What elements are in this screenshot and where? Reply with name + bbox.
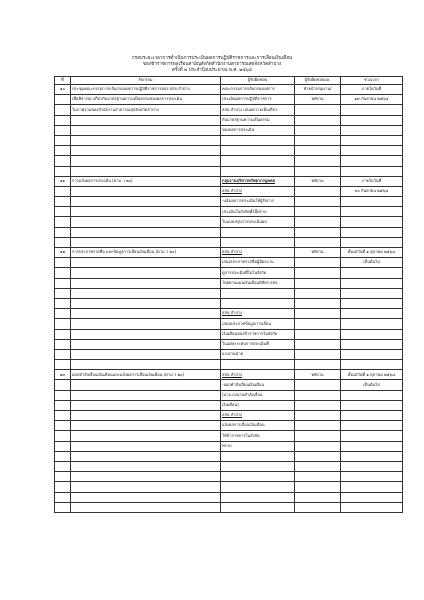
cell-period — [341, 461, 403, 471]
table-row — [55, 431, 403, 441]
cell-activity — [71, 431, 221, 441]
cell-responsible — [221, 146, 295, 156]
cell-period — [341, 237, 403, 247]
cell-number — [55, 237, 71, 247]
cell-period: ๑๙ กันยายน ๒๕๖๔ — [341, 95, 403, 105]
cell-result-owner — [295, 380, 341, 390]
cell-number — [55, 451, 71, 461]
cell-period — [341, 472, 403, 482]
cell-number — [55, 492, 71, 502]
document-subtitle: ของข้าราชการพลเรือนสามัญสังกัดสำนักงานสาธารณสุขจังหวัดลำปาง — [142, 62, 282, 67]
cell-period — [341, 431, 403, 441]
cell-responsible: โดยผ่านแผนเงินเดือนอิสิทร สสจ. — [221, 278, 295, 288]
table-row — [55, 268, 403, 278]
cell-result-owner — [295, 441, 341, 451]
table-row — [55, 370, 403, 380]
table-row — [55, 146, 403, 156]
cell-responsible — [221, 482, 295, 492]
cell-number — [55, 197, 71, 207]
cell-period — [341, 441, 403, 451]
cell-activity — [71, 278, 221, 288]
cell-period: ภายในวันที่ — [341, 176, 403, 186]
cell-result-owner — [295, 482, 341, 492]
cell-period — [341, 451, 403, 461]
cell-activity — [71, 288, 221, 298]
cell-period — [341, 166, 403, 176]
cell-period — [341, 390, 403, 400]
cell-activity — [71, 237, 221, 247]
cell-responsible: คณะกรรมการกลั่นกรองผลการ — [221, 85, 295, 95]
cell-responsible-text: สสจ.ลำปาง — [222, 310, 242, 316]
cell-responsible: กับมาตรฐานความเป็นธรรม — [221, 115, 295, 125]
cell-responsible: ประเมินในสังกัดทั้งนี้ทราบ — [221, 207, 295, 217]
table-row — [55, 217, 403, 227]
cell-responsible — [221, 156, 295, 166]
cell-period — [341, 268, 403, 278]
cell-activity — [71, 339, 221, 349]
cell-period — [341, 411, 403, 421]
cell-number — [55, 421, 71, 431]
cell-responsible — [221, 370, 295, 380]
table-row — [55, 298, 403, 308]
table-row — [55, 105, 403, 115]
table-row — [55, 125, 403, 135]
cell-responsible — [221, 176, 295, 186]
cell-number — [55, 115, 71, 125]
cell-number — [55, 95, 71, 105]
cell-responsible: ทราบ — [221, 441, 295, 451]
cell-responsible: แรงงานชาย — [221, 349, 295, 359]
cell-activity: เพื่อพิจารณาเกี่ยวกับมาตรฐานความเป็นธรรมของผลการประเมิน — [71, 95, 221, 105]
cell-number — [55, 298, 71, 308]
cell-number — [55, 207, 71, 217]
cell-result-owner — [295, 217, 341, 227]
cell-responsible: สสจ.ลำปาง เสนอความเห็นเกี่ยว — [221, 105, 295, 115]
cell-responsible: ประเมินผลการปฏิบัติราชการ — [221, 95, 295, 105]
cell-activity — [71, 329, 221, 339]
cell-period: เป็นต้นไป — [341, 258, 403, 268]
cell-responsible: ให้ข้าราชการในสังกัด — [221, 431, 295, 441]
cell-number — [55, 482, 71, 492]
table-row — [55, 227, 403, 237]
cell-period — [341, 135, 403, 145]
col-header-activity: กิจกรรม — [71, 77, 221, 85]
cell-responsible — [221, 227, 295, 237]
cell-result-owner — [295, 502, 341, 512]
cell-period — [341, 207, 403, 217]
table-row — [55, 288, 403, 298]
cell-result-owner: ทพังาน — [295, 95, 341, 105]
cell-responsible — [221, 502, 295, 512]
table-row — [55, 156, 403, 166]
cell-result-owner: ทพังาน — [295, 370, 341, 380]
cell-activity — [71, 135, 221, 145]
cell-responsible-text: สสจ.ลำปาง — [222, 188, 242, 194]
cell-number — [55, 319, 71, 329]
cell-period — [341, 482, 403, 492]
table-row — [55, 197, 403, 207]
cell-result-owner: หัวหน้ากลุ่มงาน/ — [295, 85, 341, 95]
cell-responsible — [221, 237, 295, 247]
cell-responsible: เสนอประกาศรายชื่อผู้มีผลงาน — [221, 258, 295, 268]
cell-responsible — [221, 411, 295, 421]
cell-responsible-text: กลุ่มงานบริหารทรัพยากรบุคคล — [222, 177, 276, 183]
cell-responsible — [221, 248, 295, 258]
cell-number — [55, 135, 71, 145]
cell-period — [341, 400, 403, 410]
cell-number — [55, 411, 71, 421]
cell-number — [55, 349, 71, 359]
cell-number — [55, 288, 71, 298]
cell-activity — [71, 390, 221, 400]
cell-number — [55, 431, 71, 441]
col-header-result-owner: ผู้รับผิดชอบผล. — [295, 77, 341, 85]
cell-number: ๑๒ — [55, 248, 71, 258]
table-row — [55, 176, 403, 186]
cell-activity — [71, 360, 221, 370]
cell-number — [55, 268, 71, 278]
cell-number — [55, 156, 71, 166]
cell-period — [341, 502, 403, 512]
cell-responsible — [221, 360, 295, 370]
cell-number — [55, 166, 71, 176]
cell-activity — [71, 156, 221, 166]
cell-activity — [71, 492, 221, 502]
cell-responsible — [221, 492, 295, 502]
cell-result-owner: ทพังาน — [295, 176, 341, 186]
cell-responsible: ของผลการประเมิน — [221, 125, 295, 135]
cell-responsible: (มวล.ลงนามคำสั่งเลื่อน — [221, 390, 295, 400]
cell-responsible — [221, 298, 295, 308]
cell-period — [341, 298, 403, 308]
table-row — [55, 95, 403, 105]
cell-period — [341, 421, 403, 431]
cell-result-owner — [295, 451, 341, 461]
cell-responsible — [221, 309, 295, 319]
cell-responsible — [221, 472, 295, 482]
cell-number — [55, 441, 71, 451]
cell-number — [55, 146, 71, 156]
cell-period — [341, 146, 403, 156]
cell-responsible: เงินเดือน) — [221, 400, 295, 410]
table-row — [55, 421, 403, 431]
cell-activity — [71, 349, 221, 359]
cell-result-owner — [295, 258, 341, 268]
cell-activity: การแจ้งผลการประเมิน (ตาม ว ๒๐) — [71, 176, 221, 186]
table-row — [55, 390, 403, 400]
table-row — [55, 411, 403, 421]
cell-responsible-text: สสจ.ลำปาง — [222, 249, 242, 255]
cell-result-owner — [295, 339, 341, 349]
cell-responsible: แจ้งผลการเลื่อนเงินเดือน — [221, 421, 295, 431]
table-row — [55, 207, 403, 217]
cell-number — [55, 258, 71, 268]
document-title: กรอบระยะเวลาการดำเนินการประเมินผลการปฏิบัติราชการและการเลื่อนเงินเดือน — [131, 56, 293, 61]
cell-activity: ในภาพรวมของสำนักงานสาธารณสุขจังหวัดลำปาง — [71, 105, 221, 115]
cell-activity — [71, 472, 221, 482]
cell-result-owner — [295, 309, 341, 319]
table-row — [55, 400, 403, 410]
cell-activity — [71, 258, 221, 268]
cell-period — [341, 288, 403, 298]
document-period: ครั้งที่ ๒ ประจำปีงบประมาณ พ.ศ. ๒๕๖๔ — [171, 68, 253, 73]
cell-number — [55, 390, 71, 400]
cell-responsible — [221, 288, 295, 298]
cell-result-owner — [295, 166, 341, 176]
cell-number — [55, 502, 71, 512]
cell-period — [341, 319, 403, 329]
cell-period — [341, 278, 403, 288]
cell-responsible — [221, 135, 295, 145]
cell-period — [341, 217, 403, 227]
cell-result-owner — [295, 135, 341, 145]
cell-activity — [71, 268, 221, 278]
cell-number — [55, 105, 71, 115]
cell-period — [341, 309, 403, 319]
cell-number — [55, 186, 71, 196]
cell-result-owner — [295, 349, 341, 359]
table-row — [55, 472, 403, 482]
table-row — [55, 166, 403, 176]
cell-activity — [71, 421, 221, 431]
cell-activity — [71, 400, 221, 410]
cell-result-owner — [295, 461, 341, 471]
cell-number — [55, 278, 71, 288]
cell-period: เป็นต้นไป — [341, 380, 403, 390]
table-row — [55, 135, 403, 145]
cell-activity — [71, 482, 221, 492]
table-row — [55, 319, 403, 329]
table-row — [55, 360, 403, 370]
table-body — [55, 85, 403, 513]
col-header-period: ช่วงเวลา — [341, 77, 403, 85]
cell-result-owner — [295, 288, 341, 298]
cell-result-owner — [295, 319, 341, 329]
cell-activity: ประชุมคณะกรรมการกลั่นกรองผลการปฏิบัติราชการของ สสจ.ลำปาง — [71, 85, 221, 95]
cell-result-owner: ทพังาน — [295, 248, 341, 258]
cell-activity — [71, 125, 221, 135]
cell-activity — [71, 298, 221, 308]
cell-activity: การประกาศรายชื่อ และข้อมูลการเลื่อนเงินเดือน (ตาม ว ๒๐) — [71, 248, 221, 258]
table-row — [55, 349, 403, 359]
table-row — [55, 492, 403, 502]
cell-responsible — [221, 166, 295, 176]
cell-number: ๑๐ — [55, 85, 71, 95]
cell-result-owner — [295, 146, 341, 156]
cell-period — [341, 349, 403, 359]
cell-number — [55, 461, 71, 471]
cell-period — [341, 115, 403, 125]
cell-period: ภายในวันที่ — [341, 85, 403, 95]
cell-number: ๑๓ — [55, 370, 71, 380]
cell-result-owner — [295, 237, 341, 247]
col-header-responsible: ผู้รับผิดชอบ — [221, 77, 295, 85]
cell-period — [341, 339, 403, 349]
cell-number — [55, 472, 71, 482]
cell-number — [55, 339, 71, 349]
table-row — [55, 441, 403, 451]
cell-responsible — [221, 451, 295, 461]
cell-result-owner — [295, 400, 341, 410]
cell-number: ๑๑ — [55, 176, 71, 186]
cell-responsible — [221, 461, 295, 471]
cell-result-owner — [295, 472, 341, 482]
cell-period: ตั้งแต่วันที่ ๑ ตุลาคม ๒๕๖๔ — [341, 248, 403, 258]
cell-responsible: ในแต่ละระดับการประเมินที่ — [221, 339, 295, 349]
cell-activity — [71, 207, 221, 217]
table-row — [55, 248, 403, 258]
cell-period — [341, 125, 403, 135]
cell-result-owner — [295, 207, 341, 217]
cell-activity — [71, 451, 221, 461]
cell-period: ๓๐ กันยายน ๒๕๖๔ — [341, 186, 403, 196]
cell-result-owner — [295, 492, 341, 502]
cell-period: ตั้งแต่วันที่ ๑ ตุลาคม ๒๕๖๔ — [341, 370, 403, 380]
table-row — [55, 502, 403, 512]
cell-activity — [71, 115, 221, 125]
cell-responsible: เงินเดือนของข้าราชการในสังกัด — [221, 329, 295, 339]
cell-number — [55, 400, 71, 410]
cell-result-owner — [295, 186, 341, 196]
cell-result-owner — [295, 268, 341, 278]
cell-responsible: ในแบบสรุปการประเมินผล — [221, 217, 295, 227]
table-row — [55, 186, 403, 196]
cell-responsible: ดูการประเมินที่ไม่ในสังกัด — [221, 268, 295, 278]
cell-result-owner — [295, 105, 341, 115]
cell-period — [341, 492, 403, 502]
cell-number — [55, 309, 71, 319]
cell-activity — [71, 217, 221, 227]
cell-responsible — [221, 186, 295, 196]
cell-activity — [71, 319, 221, 329]
cell-activity: ออกคำสั่งเลื่อนเงินเดือนและแจ้งผลการเลื่อนเงินเดือน (ตาม ว ๒๐) — [71, 370, 221, 380]
cell-result-owner — [295, 115, 341, 125]
cell-result-owner — [295, 421, 341, 431]
cell-result-owner — [295, 125, 341, 135]
cell-activity — [71, 380, 221, 390]
table-row — [55, 461, 403, 471]
table-row — [55, 85, 403, 95]
table-row — [55, 258, 403, 268]
cell-responsible: เสนอประกาศข้อมูลการเลื่อน — [221, 319, 295, 329]
col-header-number: ที่ — [55, 77, 71, 85]
cell-result-owner — [295, 411, 341, 421]
cell-activity — [71, 441, 221, 451]
table-row — [55, 380, 403, 390]
cell-result-owner — [295, 197, 341, 207]
cell-activity — [71, 461, 221, 471]
schedule-table — [54, 76, 403, 513]
cell-period — [341, 329, 403, 339]
table-row — [55, 451, 403, 461]
table-row — [55, 278, 403, 288]
cell-period — [341, 227, 403, 237]
table-row — [55, 115, 403, 125]
cell-activity — [71, 166, 221, 176]
cell-period — [341, 197, 403, 207]
cell-number — [55, 227, 71, 237]
cell-activity — [71, 411, 221, 421]
table-row — [55, 482, 403, 492]
cell-activity — [71, 197, 221, 207]
cell-result-owner — [295, 329, 341, 339]
cell-result-owner — [295, 298, 341, 308]
cell-responsible-text: สสจ.ลำปาง — [222, 412, 242, 418]
cell-activity — [71, 227, 221, 237]
cell-result-owner — [295, 390, 341, 400]
table-row — [55, 237, 403, 247]
table-row — [55, 309, 403, 319]
cell-number — [55, 380, 71, 390]
cell-number — [55, 125, 71, 135]
cell-result-owner — [295, 227, 341, 237]
cell-period — [341, 360, 403, 370]
cell-responsible: -ออกคำสั่งเลื่อนเงินเดือน — [221, 380, 295, 390]
cell-responsible: -แจ้งผลการประเมินให้ผู้รับการ — [221, 197, 295, 207]
cell-activity — [71, 186, 221, 196]
table-row — [55, 329, 403, 339]
cell-result-owner — [295, 431, 341, 441]
cell-activity — [71, 146, 221, 156]
cell-responsible-text: สสจ.ลำปาง — [222, 371, 242, 377]
cell-number — [55, 217, 71, 227]
cell-result-owner — [295, 360, 341, 370]
cell-period — [341, 156, 403, 166]
cell-number — [55, 360, 71, 370]
cell-activity — [71, 502, 221, 512]
table-header-row — [55, 77, 403, 85]
cell-result-owner — [295, 278, 341, 288]
table-row — [55, 339, 403, 349]
cell-period — [341, 105, 403, 115]
cell-result-owner — [295, 156, 341, 166]
cell-number — [55, 329, 71, 339]
cell-activity — [71, 309, 221, 319]
